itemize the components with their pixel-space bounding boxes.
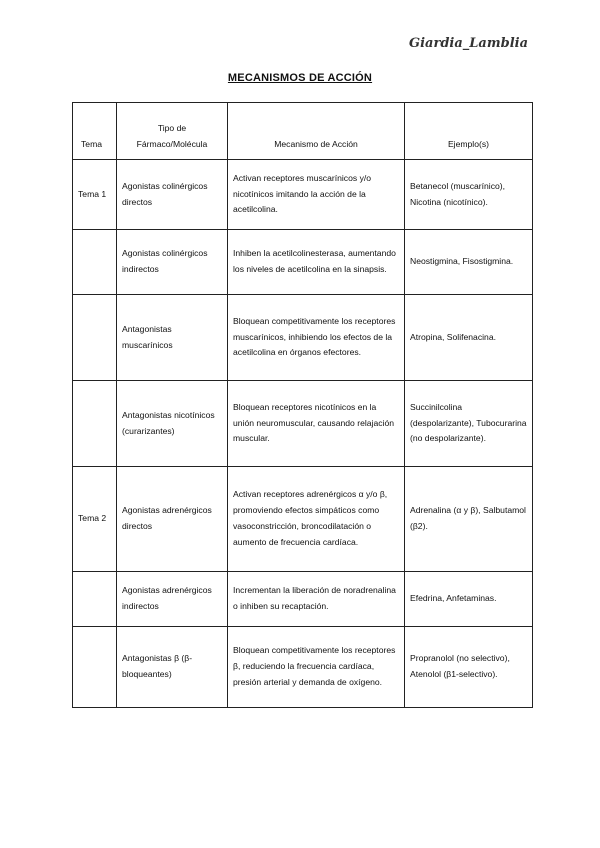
cell-mecanismo: Activan receptores muscarínicos y/o nicotínicos imitando la acción de la acetilcolina. (228, 160, 405, 230)
table-row (73, 627, 533, 708)
author-watermark: Giardia_Lamblia (409, 36, 528, 51)
cell-tipo: Agonistas colinérgicos indirectos (117, 230, 228, 295)
table-row (73, 230, 533, 295)
cell-tema: Tema 1 (73, 160, 117, 230)
cell-ejemplo: Succinilcolina (despolarizante), Tubocurarina (no despolarizante). (405, 381, 533, 467)
cell-mecanismo: Bloquean competitivamente los receptores muscarínicos, inhibiendo los efectos de la acetilcolina en órganos efectores. (228, 295, 405, 381)
cell-tipo: Agonistas adrenérgicos directos (117, 467, 228, 572)
cell-tema: Tema 2 (73, 467, 117, 572)
cell-tipo: Antagonistas β (β-bloqueantes) (117, 627, 228, 708)
table-row (73, 572, 533, 627)
cell-ejemplo: Neostigmina, Fisostigmina. (405, 230, 533, 295)
cell-mecanismo: Bloquean receptores nicotínicos en la unión neuromuscular, causando relajación muscular. (228, 381, 405, 467)
cell-ejemplo: Betanecol (muscarínico), Nicotina (nicotínico). (405, 160, 533, 230)
cell-tipo: Agonistas adrenérgicos indirectos (117, 572, 228, 627)
table-row (73, 295, 533, 381)
cell-tema (73, 230, 117, 295)
header-mecanismo: Mecanismo de Acción (228, 103, 405, 160)
cell-tipo: Agonistas colinérgicos directos (117, 160, 228, 230)
cell-mecanismo: Incrementan la liberación de noradrenalina o inhiben su recaptación. (228, 572, 405, 627)
page-title: MECANISMOS DE ACCIÓN (227, 72, 373, 84)
cell-tema (73, 627, 117, 708)
header-tema: Tema (73, 103, 117, 160)
table-header-row (73, 103, 533, 160)
cell-mecanismo: Inhiben la acetilcolinesterasa, aumentando los niveles de acetilcolina en la sinapsis. (228, 230, 405, 295)
cell-ejemplo: Adrenalina (α y β), Salbutamol (β2). (405, 467, 533, 572)
cell-mecanismo: Bloquean competitivamente los receptores β, reduciendo la frecuencia cardíaca, presión arterial y demanda de oxígeno. (228, 627, 405, 708)
cell-mecanismo: Activan receptores adrenérgicos α y/o β, promoviendo efectos simpáticos como vasoconstricción, broncodilatación o aumento de frecuencia cardíaca. (228, 467, 405, 572)
mechanisms-table (72, 102, 533, 708)
table-row (73, 381, 533, 467)
header-tipo: Tipo de Fármaco/Molécula (117, 103, 228, 160)
table-row (73, 467, 533, 572)
cell-ejemplo: Propranolol (no selectivo), Atenolol (β1-selectivo). (405, 627, 533, 708)
table-row (73, 160, 533, 230)
cell-ejemplo: Atropina, Solifenacina. (405, 295, 533, 381)
header-ejemplo: Ejemplo(s) (405, 103, 533, 160)
cell-tema (73, 572, 117, 627)
cell-tema (73, 295, 117, 381)
cell-tipo: Antagonistas muscarínicos (117, 295, 228, 381)
cell-tipo: Antagonistas nicotínicos (curarizantes) (117, 381, 228, 467)
cell-tema (73, 381, 117, 467)
cell-ejemplo: Efedrina, Anfetaminas. (405, 572, 533, 627)
